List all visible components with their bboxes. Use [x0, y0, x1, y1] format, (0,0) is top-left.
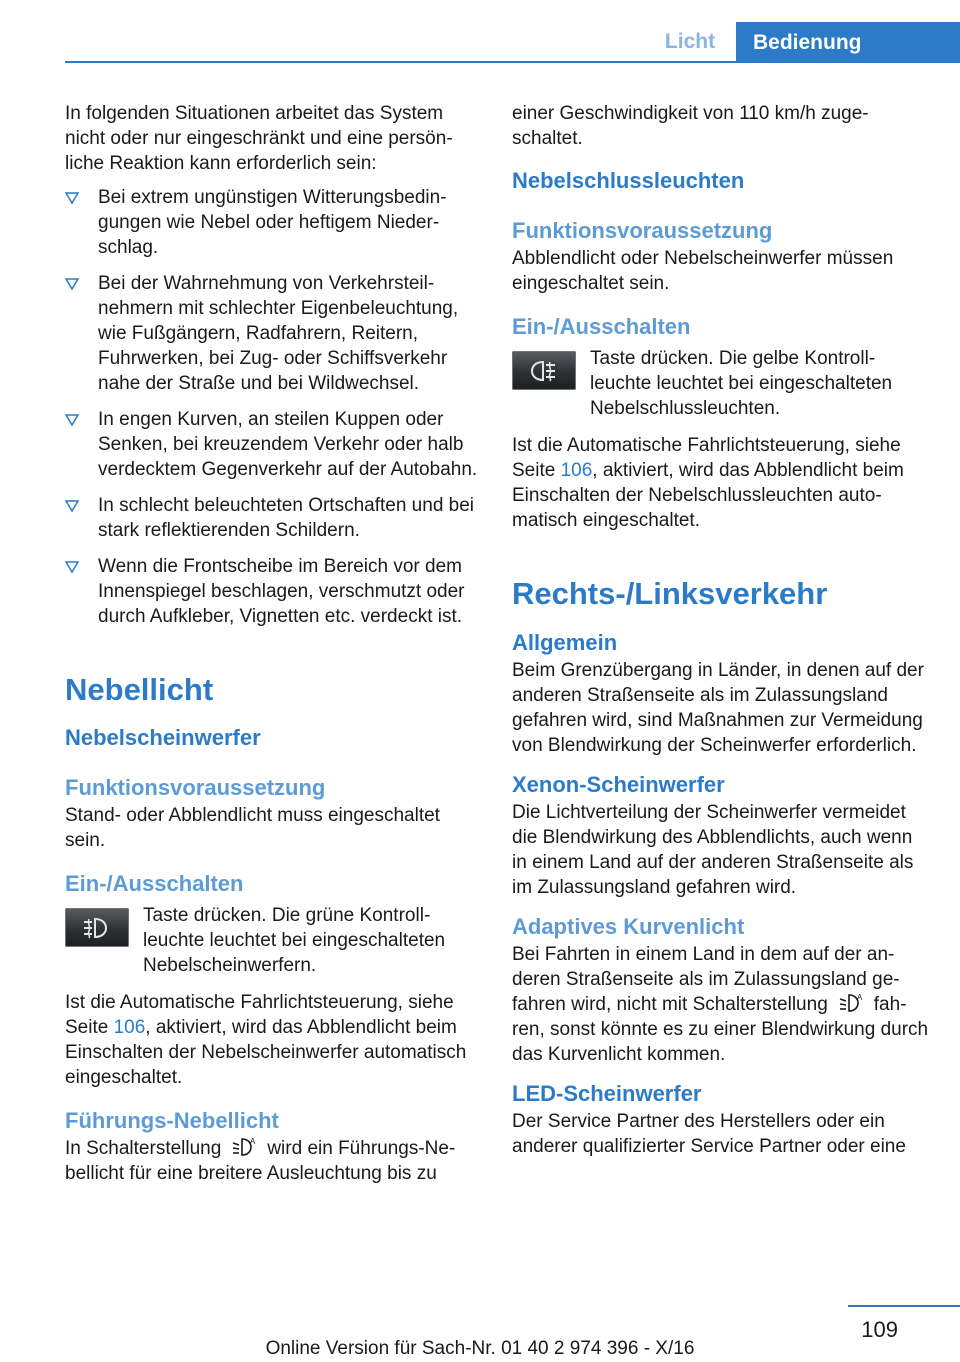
list-item-text: Wenn die Frontscheibe im Bereich vor dem Innenspiegel beschlagen, verschmutzt oder durch Aufkleber, Vignetten etc. verdeckt ist.: [98, 556, 465, 627]
list-item: [65, 185, 483, 260]
list-item-text: Bei extrem ungünstigen Witterungsbedingungen wie Nebel oder heftigem Niederschlag.: [98, 187, 447, 258]
einaus-text: Taste drücken. Die grüne Kontrollleuchte leuchtet bei eingeschalteten Nebelscheinwerfern.: [143, 905, 446, 976]
heading-xenon-scheinwerfer: Xenon-Scheinwerfer: [512, 772, 725, 797]
adaptiv-paragraph: [512, 942, 930, 1067]
fuehrung-text-post: wird ein Führungs-Nebellicht für eine breitere Ausleuchtung bis zu: [65, 1138, 456, 1184]
led-paragraph: Der Service Partner des Herstellers oder ein anderer qualifizierter Service Partner oder eine: [512, 1111, 906, 1157]
fog-button-instruction: [65, 903, 483, 978]
fog-light-button-icon: [65, 908, 129, 947]
list-item-text: In schlecht beleuchteten Ortschaften und bei stark reflektierenden Schildern.: [98, 495, 475, 541]
bullet-triangle-icon: [65, 277, 79, 291]
svg-text:A: A: [250, 1137, 256, 1146]
heading-funktionsvoraussetzung-2: Funktionsvoraussetzung: [512, 218, 773, 243]
auto-headlight-symbol-icon: [837, 992, 865, 1014]
heading-nebelscheinwerfer: Nebelscheinwerfer: [65, 725, 261, 750]
list-item: [65, 554, 483, 629]
footer-rule: [848, 1305, 960, 1307]
xenon-paragraph: Die Lichtverteilung der Scheinwerfer vermeidet die Blendwirkung des Abblendlichts, auch wenn in einem Land auf der anderen Straßenseite als im Zulassungsland gefahren wird.: [512, 802, 914, 898]
page-number: 109: [861, 1317, 898, 1342]
bullet-triangle-icon: [65, 191, 79, 205]
fuehrung-paragraph: [65, 1136, 483, 1186]
auto-paragraph: [65, 990, 483, 1090]
page-link-106[interactable]: 106: [113, 1017, 146, 1038]
auto-text-pre: Ist die Automatische Fahrlichtsteuerung, siehe Seite: [65, 992, 454, 1038]
right-column: [512, 101, 930, 1159]
section-title-nebellicht: Nebellicht: [65, 672, 214, 707]
einaus-text-2: Taste drücken. Die gelbe Kontrollleuchte leuchtet bei eingeschalteten Nebelschlussleuchten.: [590, 348, 893, 419]
allgemein-paragraph: Beim Grenzübergang in Länder, in denen auf der anderen Straßenseite als im Zulassungsland gefahren wird, sind Maßnahmen zur Vermeidung von Blendwirkung der Scheinwerfer erforderlich.: [512, 660, 924, 756]
heading-ein-ausschalten-2: Ein-/Ausschalten: [512, 314, 691, 339]
rear-fog-light-button-icon: [512, 351, 576, 390]
heading-nebelschlussleuchten: Nebelschlussleuchten: [512, 168, 745, 193]
list-item-text: In engen Kurven, an steilen Kuppen oder Senken, bei kreuzendem Verkehr oder halb verdecktem Gegenverkehr auf der Autobahn.: [98, 409, 478, 480]
list-item: [65, 493, 483, 543]
page-link-106-2[interactable]: 106: [560, 460, 593, 481]
list-item: [65, 271, 483, 396]
heading-allgemein: Allgemein: [512, 630, 618, 655]
auto-text-pre-2: Ist die Automatische Fahrlichtsteuerung, siehe Seite: [512, 435, 901, 481]
section-title-rechts-linksverkehr: Rechts-/Linksverkehr: [512, 576, 828, 611]
bullet-triangle-icon: [65, 499, 79, 513]
auto-text-post: , aktiviert, wird das Abblendlicht beim Einschalten der Nebelscheinwerfer automatisch eingeschaltet.: [65, 1017, 467, 1088]
rear-fog-button-instruction: [512, 346, 930, 421]
auto-text-post-2: , aktiviert, wird das Abblendlicht beim Einschalten der Nebelschlussleuchten automatisch eingeschaltet.: [512, 460, 904, 531]
bullet-triangle-icon: [65, 413, 79, 427]
list-item-text: Bei der Wahrnehmung von Verkehrsteilnehmern mit schlechter Eigenbeleuchtung, wie Fußgängern, Radfahrern, Reitern, Fuhrwerken, bei Zug- oder Schiffsverkehr nahe der Straße und bei Wildwechsel.: [98, 273, 459, 394]
bullet-triangle-icon: [65, 560, 79, 574]
adaptiv-text-pre: Bei Fahrten in einem Land in dem auf der anderen Straßenseite als im Zulassungsland gefahren wird, nicht mit Schalterstellung: [512, 944, 900, 1015]
continued-paragraph: einer Geschwindigkeit von 110 km/h zugeschaltet.: [512, 103, 869, 149]
intro-paragraph: In folgenden Situationen arbeitet das System nicht oder nur eingeschränkt und eine persönliche Reaktion kann erforderlich sein:: [65, 103, 453, 174]
auto-paragraph-2: [512, 433, 930, 533]
fuehrung-text-pre: In Schalterstellung: [65, 1138, 222, 1159]
tab-licht[interactable]: Licht: [664, 30, 716, 53]
heading-funktionsvoraussetzung: Funktionsvoraussetzung: [65, 775, 326, 800]
list-item: [65, 407, 483, 482]
header-rule: [65, 61, 960, 63]
tab-bedienung[interactable]: Bedienung: [736, 22, 960, 63]
situation-list: [65, 185, 483, 629]
funktion-paragraph: Stand- oder Abblendlicht muss eingeschaltet sein.: [65, 805, 440, 851]
left-column: [65, 101, 483, 1186]
heading-fuehrungs-nebellicht: Führungs-Nebellicht: [65, 1108, 279, 1133]
svg-text:A: A: [856, 993, 863, 1002]
online-version-footer: Online Version für Sach-Nr. 01 40 2 974 396 - X/16: [265, 1338, 695, 1359]
heading-ein-ausschalten: Ein-/Ausschalten: [65, 871, 244, 896]
heading-adaptives-kurvenlicht: Adaptives Kurvenlicht: [512, 914, 745, 939]
adaptiv-text-post: fahren, sonst könnte es zu einer Blendwirkung durch das Kurvenlicht kommen.: [512, 994, 929, 1065]
auto-headlight-symbol-icon: [230, 1136, 258, 1158]
heading-led-scheinwerfer: LED-Scheinwerfer: [512, 1081, 702, 1106]
funktion-paragraph-2: Abblendlicht oder Nebelscheinwerfer müssen eingeschaltet sein.: [512, 248, 894, 294]
